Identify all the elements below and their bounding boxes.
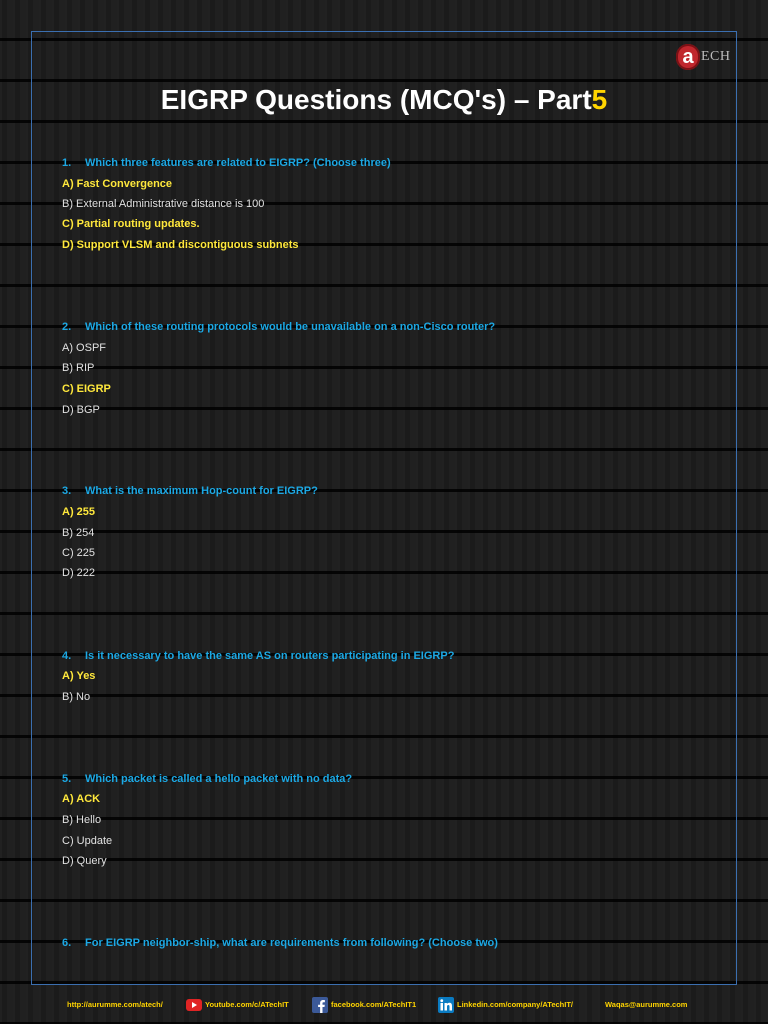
q1-option-c: C) Partial routing updates. xyxy=(62,218,200,230)
q1-option-b: B) External Administrative distance is 100 xyxy=(62,198,265,210)
q1-option-a: A) Fast Convergence xyxy=(62,178,173,190)
q5-option-c: C) Update xyxy=(62,835,113,847)
q3-option-c: C) 225 xyxy=(62,547,96,559)
question-number: 1. xyxy=(62,157,72,169)
title-text: EIGRP Questions (MCQ's) – Part xyxy=(160,84,592,115)
atech-logo xyxy=(676,42,734,72)
question-number: 3. xyxy=(62,485,72,497)
q4-option-b: B) No xyxy=(62,691,91,703)
question-text: What is the maximum Hop-count for EIGRP? xyxy=(85,485,318,497)
website-link[interactable]: http://aurumme.com/atech/ xyxy=(67,1000,163,1009)
q3-option-b: B) 254 xyxy=(62,527,95,539)
footer-bar xyxy=(0,997,768,1013)
title-part-number: 5 xyxy=(591,84,608,115)
q2-option-a: A) OSPF xyxy=(62,342,107,354)
question-5 xyxy=(62,773,352,785)
question-1 xyxy=(62,157,391,169)
youtube-link[interactable]: Youtube.com/c/ATechIT xyxy=(205,1000,289,1009)
question-number: 5. xyxy=(62,773,72,785)
question-3 xyxy=(62,485,318,497)
q2-option-b: B) RIP xyxy=(62,362,95,374)
q5-option-a: A) ACK xyxy=(62,793,101,805)
question-number: 6. xyxy=(62,937,72,949)
logo-mark: a xyxy=(676,44,700,70)
question-text: Which packet is called a hello packet with no data? xyxy=(85,773,353,785)
facebook-link[interactable]: facebook.com/ATechIT1 xyxy=(331,1000,417,1009)
youtube-icon[interactable] xyxy=(186,997,202,1012)
q3-option-d: D) 222 xyxy=(62,567,96,579)
q4-option-a: A) Yes xyxy=(62,670,96,682)
q3-option-a: A) 255 xyxy=(62,506,96,518)
question-text: Is it necessary to have the same AS on routers participating in EIGRP? xyxy=(85,650,455,662)
facebook-icon[interactable] xyxy=(312,997,328,1012)
email-link[interactable]: Waqas@aurumme.com xyxy=(605,1000,688,1009)
linkedin-icon[interactable] xyxy=(438,997,454,1012)
question-number: 2. xyxy=(62,321,72,333)
q2-option-c: C) EIGRP xyxy=(62,383,111,395)
question-text: Which three features are related to EIGRP? (Choose three) xyxy=(85,157,391,169)
logo-text: ECH xyxy=(701,49,731,64)
question-4 xyxy=(62,650,454,662)
q2-option-d: D) BGP xyxy=(62,404,100,416)
q5-option-d: D) Query xyxy=(62,855,107,867)
question-number: 4. xyxy=(62,650,72,662)
q1-option-d: D) Support VLSM and discontiguous subnets xyxy=(62,239,299,251)
question-6 xyxy=(62,937,498,949)
question-text: Which of these routing protocols would be unavailable on a non-Cisco router? xyxy=(85,321,496,333)
q5-option-b: B) Hello xyxy=(62,814,102,826)
page-title xyxy=(0,84,768,116)
linkedin-link[interactable]: Linkedin.com/company/ATechIT/ xyxy=(457,1000,573,1009)
question-text: For EIGRP neighbor-ship, what are requirements from following? (Choose two) xyxy=(85,937,498,949)
question-2 xyxy=(62,321,495,333)
page-frame xyxy=(31,31,737,985)
